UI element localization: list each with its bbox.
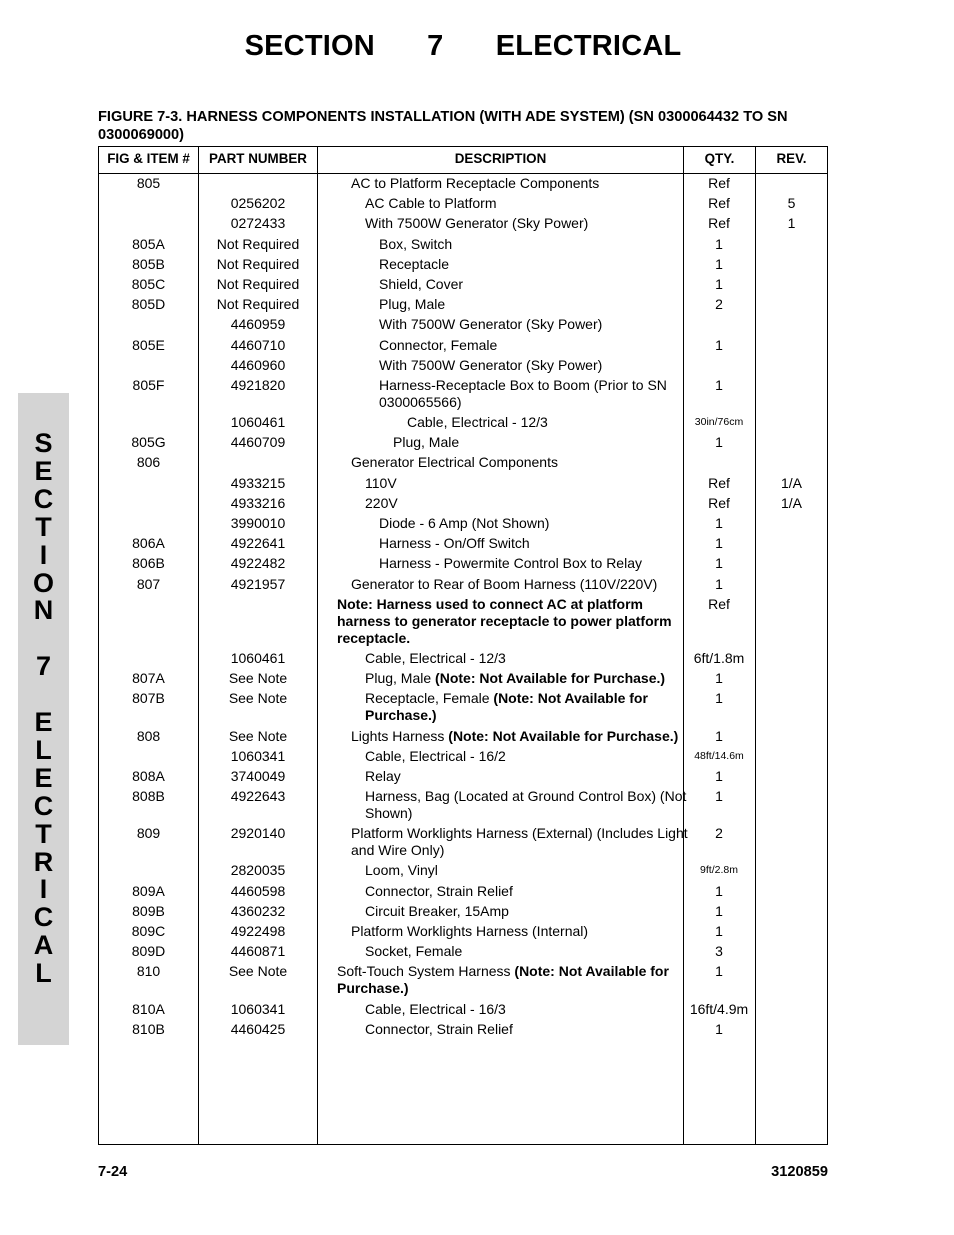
part-number-cell: 4460709	[230, 434, 286, 451]
description-text: Cable, Electrical - 12/3	[365, 649, 506, 666]
qty-cell: 1	[715, 963, 723, 980]
table-row	[99, 377, 827, 414]
part-number-cell: 2820035	[230, 862, 286, 879]
description-cell	[319, 788, 699, 822]
qty-cell: 1	[715, 515, 723, 531]
description-text: Plug, Male	[379, 296, 446, 313]
description-cell	[319, 414, 699, 431]
part-number-cell: 2920140	[230, 825, 286, 842]
description-cell	[319, 195, 699, 212]
description-cell	[319, 215, 699, 232]
qty-cell: 30in/76cm	[694, 416, 744, 429]
part-number-cell: See Note	[228, 963, 288, 980]
description-text: 110V	[365, 474, 397, 491]
table-row	[99, 728, 827, 748]
qty-cell: 1	[715, 670, 723, 687]
qty-cell: 6ft/1.8m	[693, 649, 745, 666]
fig-item-cell: 808A	[132, 767, 165, 784]
qty-cell: 1	[715, 902, 723, 919]
description-text: Diode - 6 Amp (Not Shown)	[379, 515, 550, 531]
table-row	[99, 475, 827, 495]
fig-item-cell: 806	[136, 454, 161, 471]
table-row	[99, 535, 827, 555]
header-description: DESCRIPTION	[454, 151, 547, 166]
part-number-cell: 4460959	[230, 316, 286, 333]
qty-cell: 2	[715, 296, 723, 313]
header-part-number: PART NUMBER	[209, 151, 307, 166]
part-number-cell: 1060341	[230, 747, 286, 764]
part-number-cell: 4460710	[230, 336, 286, 353]
description-text: Receptacle	[379, 255, 450, 272]
fig-item-cell: 807A	[132, 670, 165, 687]
table-row	[99, 195, 827, 215]
part-number-cell: 1060461	[230, 414, 286, 431]
description-text: Lights Harness	[351, 727, 449, 744]
fig-item-cell: 807B	[132, 690, 165, 707]
part-number-cell: 1060341	[230, 1000, 286, 1017]
description-text: 220V	[365, 494, 398, 511]
part-number-cell: 4922643	[230, 788, 286, 805]
table-row	[99, 963, 827, 1000]
side-tab-letter: S	[34, 428, 53, 458]
description-cell	[319, 903, 699, 920]
qty-cell: 1	[715, 555, 723, 572]
qty-cell: Ref	[708, 595, 730, 612]
description-text: Harness, Bag (Located at Ground Control Box) (Not Shown)	[365, 788, 687, 822]
qty-cell: 3	[715, 943, 723, 960]
part-number-cell: See Note	[228, 690, 288, 707]
fig-item-cell: 809C	[131, 923, 166, 939]
header-qty: QTY.	[704, 151, 735, 166]
side-tab-letter: I	[39, 539, 48, 570]
description-cell	[319, 434, 699, 451]
description-cell	[319, 1001, 699, 1018]
table-row	[99, 414, 827, 434]
figure-title: FIGURE 7-3. HARNESS COMPONENTS INSTALLATION (WITH ADE SYSTEM) (SN 0300064432 TO SN 0300069000)	[98, 109, 788, 143]
table-row	[99, 337, 827, 357]
rev-cell: 1	[787, 215, 796, 232]
header-fig-item: FIG & ITEM #	[107, 151, 190, 166]
description-cell	[319, 825, 699, 859]
qty-cell: 1	[715, 336, 723, 353]
side-tab-letter: E	[34, 455, 53, 486]
side-tab-letter: C	[33, 902, 54, 933]
description-note: (Note: Not Available for Purchase.)	[448, 727, 679, 744]
description-text: Loom, Vinyl	[365, 862, 438, 879]
rev-cell: 1/A	[780, 494, 802, 511]
qty-cell: 1	[715, 434, 723, 451]
document-number: 3120859	[771, 1164, 828, 1180]
fig-item-cell: 805C	[131, 275, 166, 292]
table-body	[99, 175, 827, 1041]
description-text: Plug, Male	[365, 670, 436, 687]
description-text: Cable, Electrical - 16/3	[365, 1000, 506, 1017]
side-tab-letter: E	[34, 762, 53, 793]
description-cell	[319, 236, 699, 253]
description-text: Cable, Electrical - 12/3	[407, 414, 548, 431]
part-number-cell: Not Required	[216, 275, 300, 292]
side-tab-letter: T	[35, 511, 52, 542]
table-row	[99, 768, 827, 788]
description-cell	[319, 377, 699, 411]
description-text: With 7500W Generator (Sky Power)	[379, 356, 603, 373]
description-text: With 7500W Generator (Sky Power)	[365, 215, 589, 232]
qty-cell: 1	[715, 788, 723, 805]
table-row	[99, 276, 827, 296]
qty-cell: Ref	[708, 215, 730, 232]
description-text: Harness - Powermite Control Box to Relay	[379, 555, 642, 572]
description-cell	[319, 943, 699, 960]
description-cell	[319, 883, 699, 900]
description-cell	[319, 337, 699, 354]
table-row	[99, 903, 827, 923]
fig-item-cell: 809B	[132, 902, 165, 919]
description-note: Note: Harness used to connect AC at platform harness to generator receptacle to power platform receptacle.	[337, 595, 672, 646]
description-text: With 7500W Generator (Sky Power)	[379, 316, 603, 333]
fig-item-cell: 805	[136, 175, 161, 191]
table-row	[99, 650, 827, 670]
description-cell	[319, 316, 699, 333]
part-number-cell: Not Required	[216, 296, 300, 313]
description-cell	[319, 454, 699, 471]
part-number-cell: Not Required	[216, 235, 300, 252]
part-number-cell: 3990010	[230, 515, 286, 531]
table-row	[99, 316, 827, 336]
description-text: Receptacle, Female	[365, 690, 494, 707]
table-row	[99, 883, 827, 903]
side-tab-letter: R	[33, 846, 54, 877]
description-text: Platform Worklights Harness (Internal)	[351, 923, 589, 939]
table-row	[99, 175, 827, 195]
description-note: (Note: Not Available for Purchase.)	[337, 963, 669, 997]
fig-item-cell: 806A	[132, 535, 165, 552]
description-text: AC Cable to Platform	[365, 195, 497, 212]
part-number-cell: See Note	[228, 670, 288, 687]
part-number-cell: 4460871	[230, 943, 286, 960]
qty-cell: 1	[715, 235, 723, 252]
parts-table	[98, 146, 828, 1145]
table-row	[99, 576, 827, 596]
fig-item-cell: 810A	[132, 1000, 165, 1017]
side-tab-letter: 7	[35, 651, 52, 682]
fig-item-cell: 805A	[132, 235, 165, 252]
qty-cell: 1	[715, 767, 723, 784]
description-note: (Note: Not Available for Purchase.)	[435, 670, 666, 687]
table-row	[99, 690, 827, 727]
qty-cell: Ref	[708, 494, 730, 511]
description-cell	[319, 596, 699, 647]
description-cell	[319, 576, 699, 593]
table-row	[99, 825, 827, 862]
fig-item-cell: 805B	[132, 255, 165, 272]
part-number-cell: 4921820	[230, 376, 286, 393]
table-row	[99, 434, 827, 454]
qty-cell: 1	[715, 923, 723, 939]
description-text: Box, Switch	[379, 235, 453, 252]
table-row	[99, 670, 827, 690]
description-text: Connector, Strain Relief	[365, 882, 513, 899]
qty-cell: 1	[715, 882, 723, 899]
part-number-cell: 4933215	[230, 474, 286, 491]
description-text: Socket, Female	[365, 943, 463, 960]
description-cell	[319, 963, 699, 997]
part-number-cell: 4460960	[230, 356, 286, 373]
qty-cell: 1	[715, 727, 723, 744]
description-cell	[319, 256, 699, 273]
fig-item-cell: 805D	[131, 296, 166, 313]
table-row	[99, 1021, 827, 1041]
table-row	[99, 943, 827, 963]
table-row	[99, 256, 827, 276]
part-number-cell: 4921957	[230, 575, 286, 592]
fig-item-cell: 810B	[132, 1020, 165, 1037]
table-row	[99, 748, 827, 768]
fig-item-cell: 809A	[132, 882, 165, 899]
fig-item-cell: 807	[136, 575, 161, 592]
description-text: Harness-Receptacle Box to Boom (Prior to SN 0300065566)	[379, 376, 667, 410]
qty-cell: Ref	[708, 175, 730, 191]
rev-cell: 1/A	[780, 474, 802, 491]
qty-cell: 1	[715, 690, 723, 707]
fig-item-cell: 809	[136, 825, 161, 842]
table-row	[99, 357, 827, 377]
table-row	[99, 454, 827, 474]
description-text: Cable, Electrical - 16/2	[365, 747, 506, 764]
description-text: Soft-Touch System Harness	[337, 963, 515, 980]
description-cell	[319, 475, 699, 492]
section-side-tab	[18, 393, 69, 1045]
description-text: Harness - On/Off Switch	[379, 535, 530, 552]
part-number-cell: 4933216	[230, 494, 286, 511]
description-text: AC to Platform Receptacle Components	[351, 175, 600, 191]
description-cell	[319, 768, 699, 785]
table-row	[99, 862, 827, 882]
part-number-cell: 1060461	[230, 649, 286, 666]
qty-cell: 1	[715, 376, 723, 393]
part-number-cell: 3740049	[230, 767, 286, 784]
side-tab-letter: C	[33, 483, 54, 514]
side-tab-letter: A	[33, 930, 54, 961]
part-number-cell: 4922482	[230, 555, 286, 572]
part-number-cell: 4922498	[230, 923, 286, 939]
description-note: (Note: Not Available for Purchase.)	[365, 690, 648, 724]
fig-item-cell: 806B	[132, 555, 165, 572]
description-text: Relay	[365, 767, 401, 784]
rev-cell: 5	[787, 195, 796, 212]
description-cell	[319, 535, 699, 552]
description-text: Plug, Male	[393, 434, 460, 451]
description-cell	[319, 690, 699, 724]
fig-item-cell: 808	[136, 727, 161, 744]
part-number-cell: 0272433	[230, 215, 286, 232]
part-number-cell: 4360232	[230, 902, 286, 919]
section-title: SECTION 7 ELECTRICAL	[244, 30, 682, 62]
side-tab-letter: L	[35, 734, 52, 765]
qty-cell: 16ft/4.9m	[689, 1000, 749, 1017]
qty-cell: 1	[715, 255, 723, 272]
description-cell	[319, 1021, 699, 1038]
table-row	[99, 495, 827, 515]
qty-cell: 48ft/14.6m	[694, 749, 744, 762]
fig-item-cell: 805G	[131, 434, 166, 451]
fig-item-cell: 808B	[132, 788, 165, 805]
fig-item-cell: 805F	[132, 376, 165, 393]
side-tab-letter: T	[35, 818, 52, 849]
description-text: Generator to Rear of Boom Harness (110V/220V)	[351, 575, 658, 592]
table-row	[99, 236, 827, 256]
qty-cell: 2	[715, 825, 723, 842]
description-cell	[319, 862, 699, 879]
description-cell	[319, 650, 699, 667]
part-number-cell: 4460598	[230, 882, 286, 899]
qty-cell: Ref	[708, 474, 730, 491]
header-rev: REV.	[776, 151, 807, 166]
description-cell	[319, 296, 699, 313]
part-number-cell: 4460425	[230, 1020, 286, 1037]
qty-cell: Ref	[708, 195, 730, 212]
description-text: Platform Worklights Harness (External) (Includes Light and Wire Only)	[351, 825, 688, 859]
part-number-cell: Not Required	[216, 255, 300, 272]
side-tab-letter: O	[32, 567, 54, 598]
side-tab-letter: E	[34, 707, 53, 737]
qty-cell: 9ft/2.8m	[700, 864, 738, 877]
description-cell	[319, 728, 699, 745]
table-row	[99, 215, 827, 235]
side-tab-letter: L	[35, 958, 52, 989]
description-cell	[319, 670, 699, 687]
qty-cell: 1	[715, 275, 723, 292]
table-row	[99, 296, 827, 316]
description-cell	[319, 175, 699, 192]
fig-item-cell: 805E	[132, 336, 165, 353]
part-number-cell: 4922641	[230, 535, 286, 552]
page-number: 7-24	[98, 1164, 128, 1180]
qty-cell: 1	[715, 1020, 723, 1037]
side-tab-letter: C	[33, 790, 54, 821]
side-tab-letter: I	[39, 874, 48, 905]
description-cell	[319, 276, 699, 293]
table-row	[99, 788, 827, 825]
table-row	[99, 555, 827, 575]
qty-cell: 1	[715, 535, 723, 552]
table-row	[99, 1001, 827, 1021]
description-cell	[319, 748, 699, 765]
table-row	[99, 596, 827, 650]
description-cell	[319, 495, 699, 512]
fig-item-cell: 809D	[131, 943, 166, 960]
description-cell	[319, 357, 699, 374]
side-tab-letter: N	[33, 595, 54, 626]
description-cell	[319, 515, 699, 532]
description-cell	[319, 923, 699, 940]
description-text: Circuit Breaker, 15Amp	[365, 902, 509, 919]
table-row	[99, 515, 827, 535]
part-number-cell: 0256202	[230, 195, 286, 212]
fig-item-cell: 810	[136, 963, 161, 980]
description-text: Generator Electrical Components	[351, 454, 558, 471]
table-row	[99, 923, 827, 943]
qty-cell: 1	[715, 575, 723, 592]
part-number-cell: See Note	[228, 727, 288, 744]
description-text: Connector, Strain Relief	[365, 1020, 513, 1037]
description-text: Connector, Female	[379, 336, 498, 353]
description-cell	[319, 555, 699, 572]
description-text: Shield, Cover	[379, 275, 464, 292]
table-header-row	[99, 147, 827, 174]
